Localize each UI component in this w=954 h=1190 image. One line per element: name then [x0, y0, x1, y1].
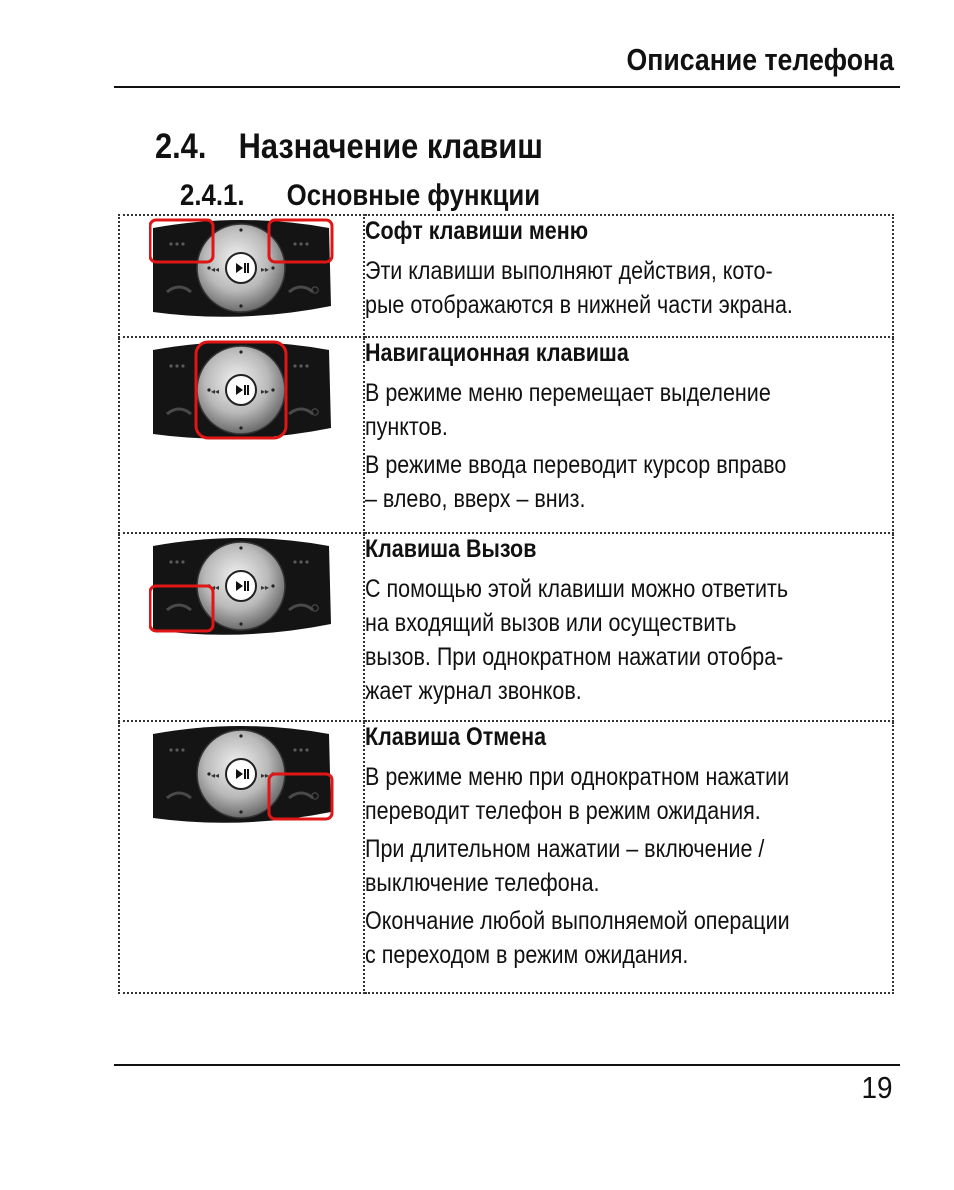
keypad-image-end-key: [149, 722, 334, 826]
svg-text:◂◂: ◂◂: [211, 265, 220, 274]
key-row: [119, 721, 893, 993]
header-rule: [114, 86, 900, 88]
key-description: При длительном нажатии – включение / выключение телефона.: [365, 835, 765, 897]
key-title: Софт клавиши меню: [365, 217, 589, 245]
keypad-image-nav-key: [149, 338, 334, 442]
subsection-number: 2.4.1.: [180, 179, 245, 212]
key-description-cell: [364, 337, 893, 533]
keypad-image-call-key: [149, 534, 334, 638]
key-title: Клавиша Вызов: [365, 535, 537, 563]
key-description: С помощью этой клавиши можно ответить на входящий вызов или осуществить вызов. При однократном нажатии отобра- жает журнал звонков.: [365, 575, 789, 705]
key-row: [119, 533, 893, 721]
key-title: Навигационная клавиша: [365, 339, 629, 367]
key-description: В режиме меню при однократном нажатии переводит телефон в режим ожидания.: [365, 763, 790, 825]
key-title: Клавиша Отмена: [365, 723, 547, 751]
keypad-image-soft-keys: [149, 216, 334, 320]
key-description: В режиме ввода переводит курсор вправо – влево, вверх – вниз.: [365, 451, 787, 513]
header-title: Описание телефона: [626, 42, 894, 77]
key-functions-table: [118, 214, 894, 994]
keypad-illustration: [153, 342, 331, 439]
keypad-image-cell: [119, 337, 364, 533]
keypad-illustration: [153, 220, 331, 317]
keypad-image-cell: [119, 533, 364, 721]
keypad-image-cell: [119, 721, 364, 993]
page-number: 19: [860, 1070, 892, 1105]
section-number: 2.4.: [155, 127, 207, 166]
key-row: [119, 215, 893, 337]
svg-text:◂◂: ◂◂: [211, 387, 220, 396]
footer-rule: [114, 1064, 900, 1066]
subsection-heading: [180, 179, 540, 213]
svg-text:◂◂: ◂◂: [211, 771, 220, 780]
key-row: [119, 337, 893, 533]
section-title: Назначение клавиш: [238, 127, 543, 166]
key-description-cell: [364, 721, 893, 993]
key-description: В режиме меню перемещает выделение пунктов.: [365, 379, 771, 441]
svg-text:▸▸: ▸▸: [261, 265, 270, 274]
key-description: Эти клавиши выполняют действия, кото- рые отображаются в нижней части экрана.: [365, 257, 793, 319]
keypad-image-cell: [119, 215, 364, 337]
svg-text:◂◂: ◂◂: [211, 583, 220, 592]
section-heading: [155, 127, 543, 167]
svg-text:▸▸: ▸▸: [261, 387, 270, 396]
key-description: Окончание любой выполняемой операции с переходом в режим ожидания.: [365, 907, 790, 969]
svg-text:▸▸: ▸▸: [261, 771, 270, 780]
subsection-title: Основные функции: [286, 179, 541, 212]
svg-text:▸▸: ▸▸: [261, 583, 270, 592]
key-description-cell: [364, 533, 893, 721]
key-description-cell: [364, 215, 893, 337]
